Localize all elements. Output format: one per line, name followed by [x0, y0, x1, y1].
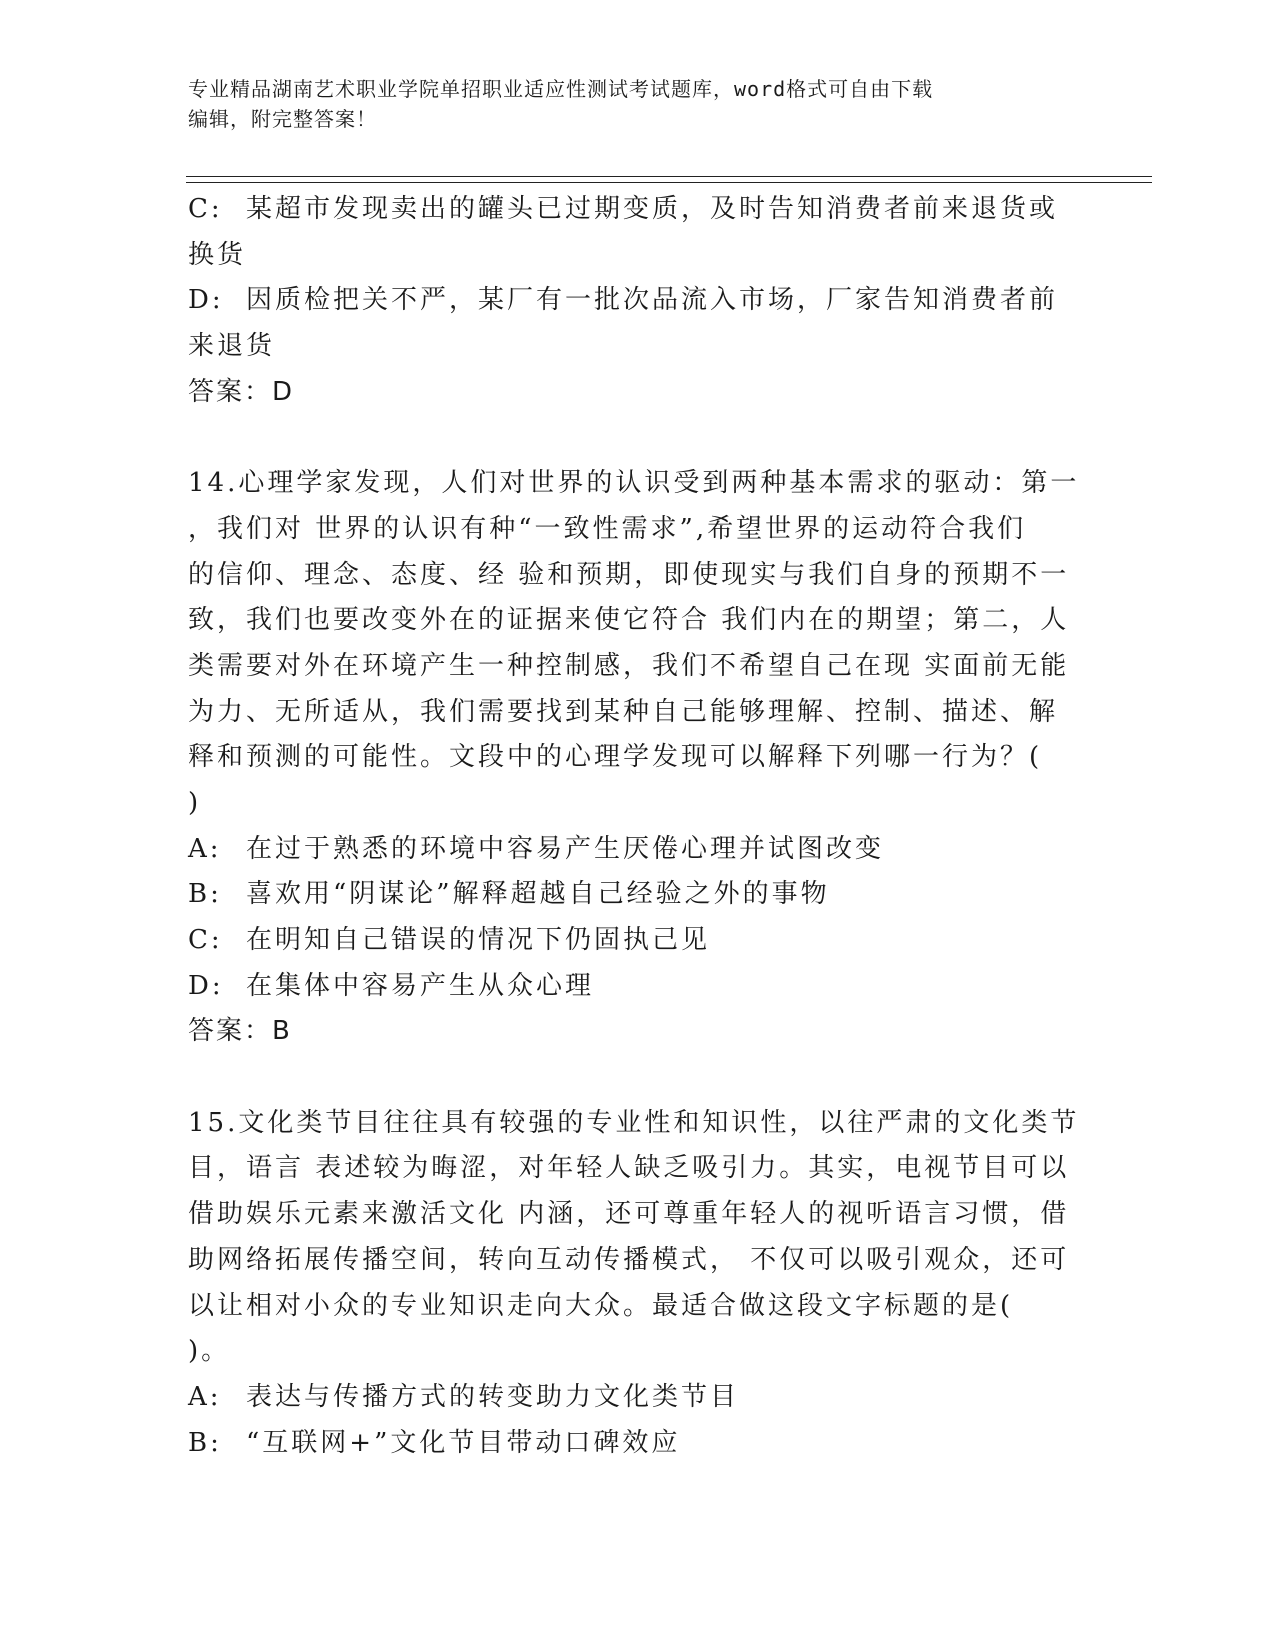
page-header	[188, 74, 1068, 134]
option-text-continued: 换货	[188, 239, 247, 270]
stem-line: 类需要对外在环境产生一种控制感，我们不希望自己在现 实面前无能	[188, 650, 1070, 681]
option-b	[188, 1421, 1078, 1467]
option-text: 因质检把关不严，某厂有一批次品流入市场，厂家告知消费者前	[246, 285, 1059, 316]
option-key: A:	[188, 1381, 222, 1412]
option-key: C:	[188, 925, 223, 955]
option-text: 表达与传播方式的转变助力文化类节目	[246, 1381, 740, 1412]
question-stem	[188, 1101, 1078, 1375]
spacer	[188, 1055, 1078, 1101]
stem-line: )。	[188, 1336, 231, 1367]
document-body	[188, 187, 1078, 1466]
stem-line: 借助娱乐元素来激活文化 内涵，还可尊重年轻人的视听语言习惯，借	[188, 1199, 1070, 1230]
option-text: 在集体中容易产生从众心理	[246, 970, 595, 1001]
stem-line: 的信仰、理念、态度、经 验和预期，即使现实与我们自身的预期不一	[188, 559, 1070, 590]
stem-line: 为力、无所适从，我们需要找到某种自己能够理解、控制、描述、解	[188, 696, 1059, 727]
option-text: “互联网+”文化节目带动口碑效应	[246, 1427, 681, 1458]
option-a	[188, 1375, 1078, 1421]
option-b	[188, 872, 1078, 918]
header-line-1: 专业精品湖南艺术职业学院单招职业适应性测试考试题库，word格式可自由下载	[188, 77, 934, 101]
header-line-2: 编辑，附完整答案！	[188, 107, 377, 131]
question-13	[188, 187, 1078, 415]
option-c	[188, 918, 1078, 964]
stem-line: 15.文化类节目往往具有较强的专业性和知识性，以往严肃的文化类节	[188, 1107, 1080, 1138]
stem-line: 以让相对小众的专业知识走向大众。最适合做这段文字标题的是(	[188, 1290, 1014, 1321]
stem-line: 14.心理学家发现，人们对世界的认识受到两种基本需求的驱动：第一	[188, 468, 1080, 499]
stem-line: 助网络拓展传播空间，转向互动传播模式， 不仅可以吸引观众，还可	[188, 1244, 1070, 1275]
stem-line: 释和预测的可能性。文段中的心理学发现可以解释下列哪一行为？(	[188, 742, 1043, 773]
option-text-continued: 来退货	[188, 331, 276, 362]
stem-line: 致，我们也要改变外在的证据来使它符合 我们内在的期望；第二，人	[188, 605, 1070, 636]
option-text: 喜欢用“阴谋论”解释超越自己经验之外的事物	[246, 879, 830, 910]
option-d	[188, 964, 1078, 1010]
header-rule-top	[186, 176, 1152, 177]
option-a	[188, 827, 1078, 873]
option-text: 某超市发现卖出的罐头已过期变质，及时告知消费者前来退货或	[246, 194, 1059, 224]
option-key: D:	[188, 970, 224, 1001]
answer: 答案：D	[188, 376, 295, 407]
option-d	[188, 278, 1078, 324]
stem-line: ，我们对 世界的认识有种“一致性需求”,希望世界的运动符合我们	[188, 513, 1027, 544]
option-key: B:	[188, 879, 222, 910]
question-stem	[188, 461, 1078, 827]
spacer	[188, 415, 1078, 461]
option-text: 在明知自己错误的情况下仍固执己见	[246, 925, 711, 955]
option-key: D:	[188, 285, 224, 316]
option-c	[188, 187, 1078, 233]
option-key: C:	[188, 194, 223, 224]
question-15	[188, 1101, 1078, 1467]
stem-line: 目，语言 表述较为晦涩，对年轻人缺乏吸引力。其实，电视节目可以	[188, 1153, 1070, 1184]
option-key: A:	[188, 833, 222, 864]
option-key: B:	[188, 1427, 222, 1458]
stem-line: )	[188, 787, 202, 818]
answer: 答案：B	[188, 1016, 292, 1047]
question-14	[188, 461, 1078, 1055]
option-text: 在过于熟悉的环境中容易产生厌倦心理并试图改变	[246, 833, 885, 864]
header-rule-bottom	[186, 182, 1152, 183]
